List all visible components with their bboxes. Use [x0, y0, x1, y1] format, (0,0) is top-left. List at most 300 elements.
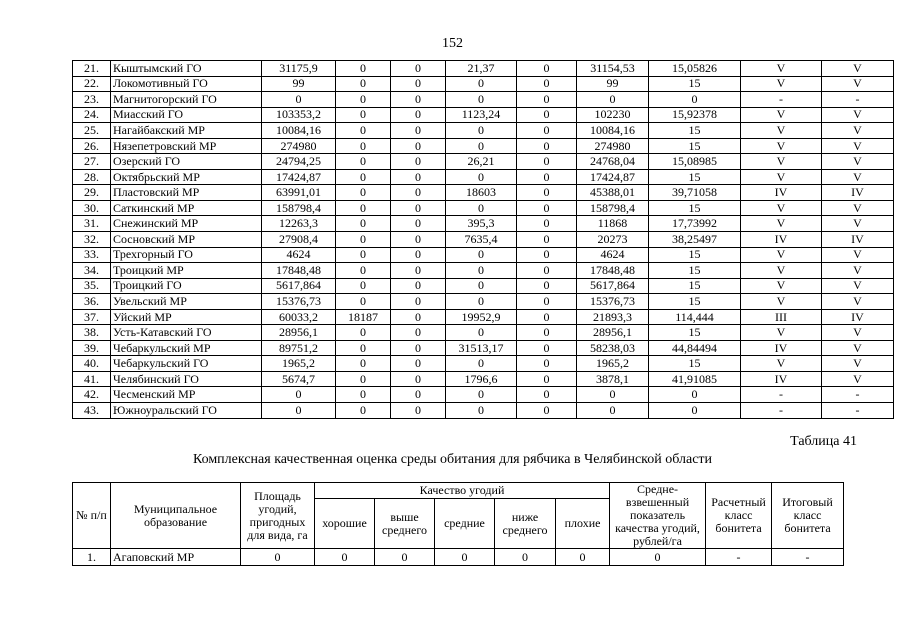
- row-number-cell: 26.: [73, 138, 111, 154]
- value-cell: 0: [495, 549, 556, 566]
- value-cell: V: [741, 61, 822, 77]
- value-cell: 15: [649, 356, 741, 372]
- municipality-cell: Нагайбакский МР: [111, 123, 262, 139]
- value-cell: V: [741, 294, 822, 310]
- value-cell: 0: [391, 138, 446, 154]
- value-cell: 15,08985: [649, 154, 741, 170]
- row-number-cell: 28.: [73, 169, 111, 185]
- value-cell: 103353,2: [262, 107, 336, 123]
- value-cell: -: [822, 92, 894, 108]
- value-cell: V: [822, 325, 894, 341]
- value-cell: 15376,73: [262, 294, 336, 310]
- table-row: [73, 309, 894, 325]
- value-cell: III: [741, 309, 822, 325]
- value-cell: 17,73992: [649, 216, 741, 232]
- value-cell: 28956,1: [577, 325, 649, 341]
- row-number-cell: 39.: [73, 340, 111, 356]
- row-number-cell: 24.: [73, 107, 111, 123]
- value-cell: 0: [517, 403, 577, 419]
- value-cell: IV: [741, 232, 822, 248]
- table-row: [73, 76, 894, 92]
- value-cell: 0: [517, 185, 577, 201]
- value-cell: 0: [262, 92, 336, 108]
- municipality-cell: Уйский МР: [111, 309, 262, 325]
- value-cell: 0: [610, 549, 706, 566]
- value-cell: 0: [336, 200, 391, 216]
- table-row: [73, 294, 894, 310]
- value-cell: V: [741, 169, 822, 185]
- value-cell: 0: [517, 76, 577, 92]
- value-cell: 0: [391, 340, 446, 356]
- value-cell: 19952,9: [446, 309, 517, 325]
- value-cell: -: [706, 549, 772, 566]
- table-row: [73, 232, 894, 248]
- row-number-cell: 36.: [73, 294, 111, 310]
- value-cell: V: [741, 356, 822, 372]
- value-cell: 0: [391, 356, 446, 372]
- value-cell: 0: [517, 278, 577, 294]
- row-number-cell: 33.: [73, 247, 111, 263]
- value-cell: 0: [391, 107, 446, 123]
- value-cell: 0: [336, 340, 391, 356]
- table-row: [73, 263, 894, 279]
- value-cell: 15: [649, 123, 741, 139]
- value-cell: 0: [391, 185, 446, 201]
- value-cell: 158798,4: [262, 200, 336, 216]
- value-cell: 5617,864: [577, 278, 649, 294]
- value-cell: 0: [336, 371, 391, 387]
- municipality-cell: Кыштымский ГО: [111, 61, 262, 77]
- value-cell: 0: [336, 247, 391, 263]
- value-cell: 0: [517, 169, 577, 185]
- value-cell: 0: [446, 169, 517, 185]
- value-cell: 0: [336, 154, 391, 170]
- value-cell: 0: [336, 294, 391, 310]
- value-cell: 41,91085: [649, 371, 741, 387]
- table-row: [73, 387, 894, 403]
- value-cell: 395,3: [446, 216, 517, 232]
- value-cell: 0: [336, 92, 391, 108]
- value-cell: 15376,73: [577, 294, 649, 310]
- value-cell: V: [822, 294, 894, 310]
- value-cell: 0: [391, 200, 446, 216]
- value-cell: 0: [446, 263, 517, 279]
- value-cell: 39,71058: [649, 185, 741, 201]
- value-cell: -: [822, 403, 894, 419]
- municipality-cell: Усть-Катавский ГО: [111, 325, 262, 341]
- value-cell: IV: [741, 340, 822, 356]
- value-cell: 0: [446, 76, 517, 92]
- row-number-cell: 31.: [73, 216, 111, 232]
- municipality-cell: Чесменский МР: [111, 387, 262, 403]
- row-number-cell: 43.: [73, 403, 111, 419]
- value-cell: 0: [336, 232, 391, 248]
- value-cell: 0: [517, 325, 577, 341]
- municipality-cell: Озерский ГО: [111, 154, 262, 170]
- municipality-cell: Миасский ГО: [111, 107, 262, 123]
- table-row: [73, 340, 894, 356]
- value-cell: 0: [391, 403, 446, 419]
- value-cell: 0: [391, 169, 446, 185]
- value-cell: IV: [741, 371, 822, 387]
- value-cell: 274980: [262, 138, 336, 154]
- value-cell: 4624: [577, 247, 649, 263]
- value-cell: 0: [649, 387, 741, 403]
- value-cell: 0: [446, 403, 517, 419]
- row-number-cell: 22.: [73, 76, 111, 92]
- row-number-cell: 1.: [73, 549, 111, 566]
- header-calc-class: Расчетный класс бонитета: [706, 483, 772, 549]
- value-cell: 31175,9: [262, 61, 336, 77]
- value-cell: 0: [446, 325, 517, 341]
- value-cell: 15: [649, 169, 741, 185]
- value-cell: 44,84494: [649, 340, 741, 356]
- header-final-class: Итоговый класс бонитета: [772, 483, 844, 549]
- value-cell: 0: [517, 232, 577, 248]
- value-cell: 158798,4: [577, 200, 649, 216]
- value-cell: 17424,87: [262, 169, 336, 185]
- value-cell: V: [741, 154, 822, 170]
- value-cell: 11868: [577, 216, 649, 232]
- value-cell: IV: [822, 232, 894, 248]
- value-cell: 0: [517, 387, 577, 403]
- value-cell: 15,92378: [649, 107, 741, 123]
- value-cell: 0: [517, 263, 577, 279]
- value-cell: 15: [649, 325, 741, 341]
- value-cell: 1965,2: [262, 356, 336, 372]
- value-cell: 0: [375, 549, 435, 566]
- value-cell: 0: [446, 138, 517, 154]
- value-cell: -: [741, 387, 822, 403]
- value-cell: 0: [391, 61, 446, 77]
- value-cell: 21893,3: [577, 309, 649, 325]
- value-cell: 24794,25: [262, 154, 336, 170]
- value-cell: 0: [336, 278, 391, 294]
- value-cell: 0: [556, 549, 610, 566]
- value-cell: 0: [241, 549, 315, 566]
- value-cell: 31154,53: [577, 61, 649, 77]
- table-row: [73, 200, 894, 216]
- value-cell: V: [822, 278, 894, 294]
- row-number-cell: 37.: [73, 309, 111, 325]
- value-cell: 0: [391, 387, 446, 403]
- value-cell: 0: [391, 123, 446, 139]
- row-number-cell: 32.: [73, 232, 111, 248]
- value-cell: V: [822, 61, 894, 77]
- value-cell: 0: [336, 216, 391, 232]
- value-cell: 0: [517, 247, 577, 263]
- value-cell: 0: [435, 549, 495, 566]
- value-cell: 0: [391, 232, 446, 248]
- value-cell: 3878,1: [577, 371, 649, 387]
- row-number-cell: 38.: [73, 325, 111, 341]
- value-cell: 0: [336, 185, 391, 201]
- habitat-table-continued: [72, 60, 894, 419]
- header-area: Площадь угодий, пригодных для вида, га: [241, 483, 315, 549]
- value-cell: 18187: [336, 309, 391, 325]
- value-cell: V: [741, 76, 822, 92]
- header-above-average: выше среднего: [375, 499, 435, 549]
- value-cell: 15: [649, 263, 741, 279]
- value-cell: 0: [336, 169, 391, 185]
- header-municipality: Муниципальное образование: [111, 483, 241, 549]
- municipality-cell: Магнитогорский ГО: [111, 92, 262, 108]
- value-cell: 99: [577, 76, 649, 92]
- value-cell: V: [822, 356, 894, 372]
- value-cell: 0: [336, 107, 391, 123]
- value-cell: 0: [446, 247, 517, 263]
- header-quality-group: Качество угодий: [315, 483, 610, 499]
- value-cell: 0: [517, 356, 577, 372]
- row-number-cell: 29.: [73, 185, 111, 201]
- municipality-cell: Чебаркульский МР: [111, 340, 262, 356]
- table-row: [73, 185, 894, 201]
- value-cell: 0: [336, 123, 391, 139]
- municipality-cell: Октябрьский МР: [111, 169, 262, 185]
- value-cell: 12263,3: [262, 216, 336, 232]
- value-cell: 15: [649, 294, 741, 310]
- value-cell: 0: [262, 387, 336, 403]
- value-cell: IV: [822, 185, 894, 201]
- value-cell: 60033,2: [262, 309, 336, 325]
- header-poor: плохие: [556, 499, 610, 549]
- value-cell: 0: [446, 200, 517, 216]
- value-cell: 15: [649, 138, 741, 154]
- value-cell: 27908,4: [262, 232, 336, 248]
- value-cell: 0: [391, 371, 446, 387]
- value-cell: 1796,6: [446, 371, 517, 387]
- habitat-table-body: [73, 61, 894, 419]
- value-cell: V: [822, 138, 894, 154]
- value-cell: 5617,864: [262, 278, 336, 294]
- value-cell: 63991,01: [262, 185, 336, 201]
- value-cell: 0: [336, 61, 391, 77]
- table-row: [73, 154, 894, 170]
- table-row: [73, 107, 894, 123]
- value-cell: V: [741, 325, 822, 341]
- value-cell: 0: [336, 138, 391, 154]
- value-cell: 28956,1: [262, 325, 336, 341]
- table-row: [73, 403, 894, 419]
- value-cell: 0: [391, 263, 446, 279]
- value-cell: V: [822, 123, 894, 139]
- value-cell: 0: [649, 92, 741, 108]
- value-cell: 0: [315, 549, 375, 566]
- value-cell: 17424,87: [577, 169, 649, 185]
- value-cell: 0: [517, 107, 577, 123]
- value-cell: 0: [336, 356, 391, 372]
- value-cell: 4624: [262, 247, 336, 263]
- value-cell: 21,37: [446, 61, 517, 77]
- value-cell: 89751,2: [262, 340, 336, 356]
- municipality-cell: Челябинский ГО: [111, 371, 262, 387]
- value-cell: 102230: [577, 107, 649, 123]
- row-number-cell: 34.: [73, 263, 111, 279]
- row-number-cell: 23.: [73, 92, 111, 108]
- value-cell: 0: [577, 92, 649, 108]
- value-cell: V: [822, 107, 894, 123]
- value-cell: 15: [649, 278, 741, 294]
- value-cell: 0: [446, 278, 517, 294]
- value-cell: 0: [517, 123, 577, 139]
- value-cell: 0: [391, 278, 446, 294]
- municipality-cell: Пластовский МР: [111, 185, 262, 201]
- value-cell: 45388,01: [577, 185, 649, 201]
- value-cell: 0: [391, 309, 446, 325]
- value-cell: V: [822, 216, 894, 232]
- municipality-cell: Агаповский МР: [111, 549, 241, 566]
- value-cell: 0: [262, 403, 336, 419]
- value-cell: 18603: [446, 185, 517, 201]
- value-cell: IV: [741, 185, 822, 201]
- value-cell: 1965,2: [577, 356, 649, 372]
- value-cell: V: [741, 247, 822, 263]
- value-cell: 0: [336, 403, 391, 419]
- value-cell: 0: [577, 403, 649, 419]
- municipality-cell: Саткинский МР: [111, 200, 262, 216]
- value-cell: 0: [517, 200, 577, 216]
- header-good: хорошие: [315, 499, 375, 549]
- value-cell: -: [822, 387, 894, 403]
- municipality-cell: Локомотивный ГО: [111, 76, 262, 92]
- table-row: [73, 356, 894, 372]
- table-row: [73, 123, 894, 139]
- value-cell: 10084,16: [577, 123, 649, 139]
- value-cell: 0: [336, 76, 391, 92]
- value-cell: 0: [336, 263, 391, 279]
- municipality-cell: Нязепетровский МР: [111, 138, 262, 154]
- value-cell: 0: [391, 294, 446, 310]
- value-cell: 0: [517, 92, 577, 108]
- value-cell: V: [822, 154, 894, 170]
- value-cell: 0: [577, 387, 649, 403]
- row-number-cell: 42.: [73, 387, 111, 403]
- value-cell: 24768,04: [577, 154, 649, 170]
- value-cell: 0: [446, 356, 517, 372]
- value-cell: 0: [391, 154, 446, 170]
- value-cell: -: [741, 403, 822, 419]
- table-row: [73, 247, 894, 263]
- grouse-habitat-table: [72, 482, 844, 566]
- table-row: [73, 325, 894, 341]
- value-cell: 0: [446, 387, 517, 403]
- value-cell: -: [772, 549, 844, 566]
- municipality-cell: Троицкий МР: [111, 263, 262, 279]
- row-number-cell: 35.: [73, 278, 111, 294]
- municipality-cell: Троицкий ГО: [111, 278, 262, 294]
- value-cell: V: [822, 371, 894, 387]
- grouse-table-body: [73, 549, 844, 566]
- value-cell: 15: [649, 247, 741, 263]
- value-cell: 31513,17: [446, 340, 517, 356]
- table-row: [73, 61, 894, 77]
- municipality-cell: Сосновский МР: [111, 232, 262, 248]
- row-number-cell: 25.: [73, 123, 111, 139]
- value-cell: 0: [336, 325, 391, 341]
- value-cell: 99: [262, 76, 336, 92]
- value-cell: V: [741, 263, 822, 279]
- value-cell: 0: [391, 247, 446, 263]
- value-cell: 38,25497: [649, 232, 741, 248]
- table-row: [73, 138, 894, 154]
- value-cell: 114,444: [649, 309, 741, 325]
- table-row: [73, 549, 844, 566]
- value-cell: 0: [391, 325, 446, 341]
- value-cell: 15,05826: [649, 61, 741, 77]
- value-cell: 0: [446, 294, 517, 310]
- page-number: 152: [442, 36, 463, 51]
- value-cell: -: [741, 92, 822, 108]
- value-cell: 15: [649, 200, 741, 216]
- row-number-cell: 41.: [73, 371, 111, 387]
- value-cell: 0: [649, 403, 741, 419]
- value-cell: 0: [446, 123, 517, 139]
- value-cell: 26,21: [446, 154, 517, 170]
- table-row: [73, 278, 894, 294]
- row-number-cell: 27.: [73, 154, 111, 170]
- header-below-average: ниже среднего: [495, 499, 556, 549]
- municipality-cell: Чебаркульский ГО: [111, 356, 262, 372]
- value-cell: 0: [391, 76, 446, 92]
- row-number-cell: 21.: [73, 61, 111, 77]
- header-num: № п/п: [73, 483, 111, 549]
- value-cell: V: [822, 263, 894, 279]
- value-cell: 7635,4: [446, 232, 517, 248]
- table-label: Таблица 41: [790, 434, 857, 449]
- value-cell: V: [741, 200, 822, 216]
- municipality-cell: Южноуральский ГО: [111, 403, 262, 419]
- value-cell: V: [822, 247, 894, 263]
- row-number-cell: 40.: [73, 356, 111, 372]
- value-cell: 0: [517, 309, 577, 325]
- value-cell: V: [741, 138, 822, 154]
- value-cell: V: [741, 107, 822, 123]
- value-cell: V: [822, 200, 894, 216]
- table-title: Комплексная качественная оценка среды обитания для рябчика в Челябинской области: [192, 452, 713, 467]
- table-row: [73, 371, 894, 387]
- value-cell: V: [741, 278, 822, 294]
- value-cell: V: [822, 169, 894, 185]
- value-cell: 0: [391, 216, 446, 232]
- value-cell: 10084,16: [262, 123, 336, 139]
- table-row: [73, 92, 894, 108]
- value-cell: 0: [517, 340, 577, 356]
- value-cell: 0: [446, 92, 517, 108]
- value-cell: 20273: [577, 232, 649, 248]
- value-cell: 5674,7: [262, 371, 336, 387]
- header-average: средние: [435, 499, 495, 549]
- value-cell: V: [822, 340, 894, 356]
- value-cell: 0: [517, 61, 577, 77]
- value-cell: 0: [517, 216, 577, 232]
- value-cell: 58238,03: [577, 340, 649, 356]
- row-number-cell: 30.: [73, 200, 111, 216]
- header-weighted-index: Средне-взвешенный показатель качества угодий, рублей/га: [610, 483, 706, 549]
- value-cell: V: [822, 76, 894, 92]
- table-row: [73, 169, 894, 185]
- municipality-cell: Трехгорный ГО: [111, 247, 262, 263]
- value-cell: V: [741, 123, 822, 139]
- value-cell: 0: [336, 387, 391, 403]
- value-cell: 0: [517, 371, 577, 387]
- value-cell: IV: [822, 309, 894, 325]
- value-cell: 1123,24: [446, 107, 517, 123]
- value-cell: 274980: [577, 138, 649, 154]
- value-cell: 17848,48: [577, 263, 649, 279]
- value-cell: 0: [391, 92, 446, 108]
- value-cell: 17848,48: [262, 263, 336, 279]
- value-cell: 0: [517, 138, 577, 154]
